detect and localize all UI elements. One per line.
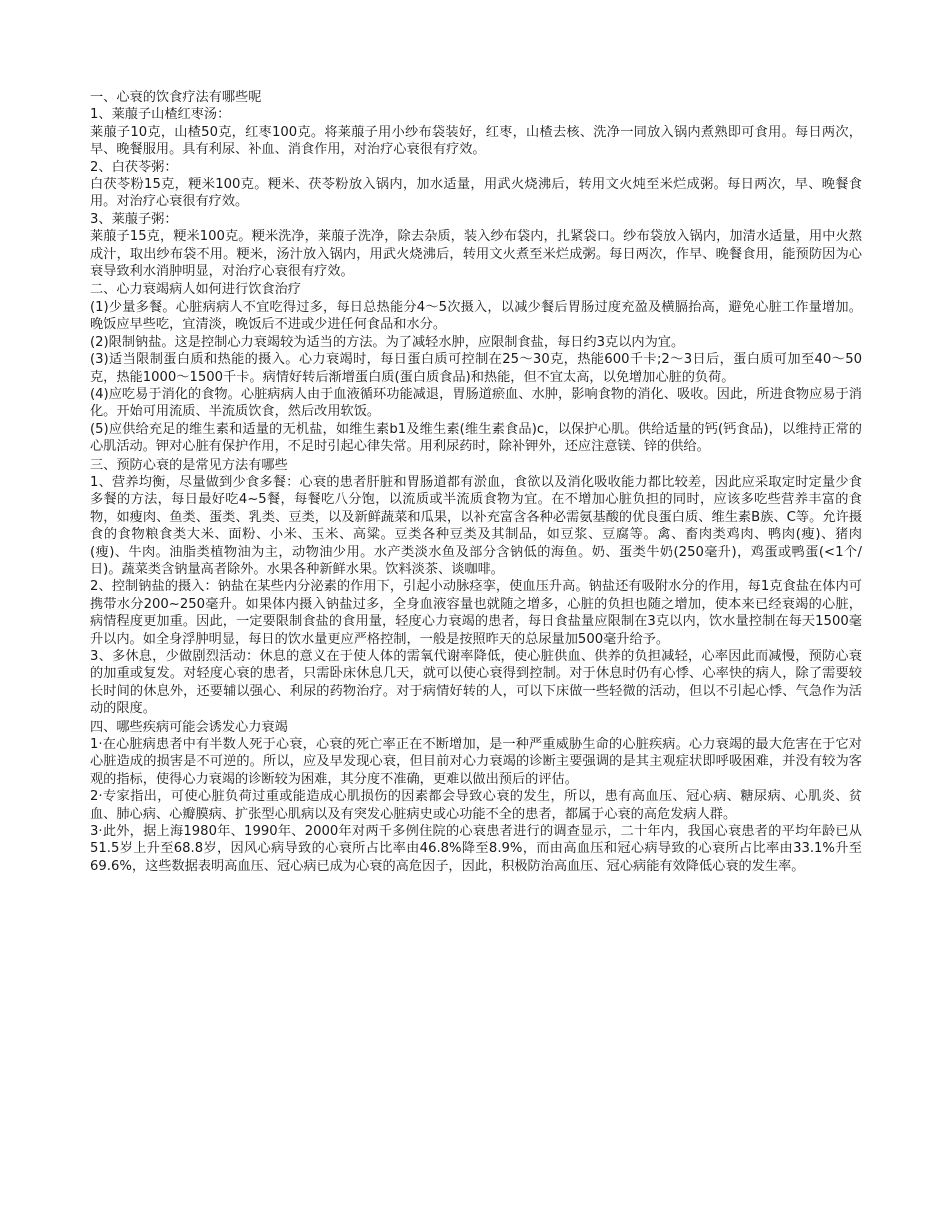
prevention-point-2: 2、控制钠盐的摄入：钠盐在某些内分泌素的作用下，引起小动脉痉挛，使血压升高。钠盐还有吸附水分的作用，每1克食盐在体内可携带水分200~250毫升。如果体内摄入钠盐过多，全身血液容量也就随之增多，心脏的负担也随之增加，使本来已经衰竭的心脏，病情程度更加重。因此，一定要限制食盐的食用量，轻度心力衰竭的患者，每日食盐量应限制在3克以内，饮水量控制在每天1500毫升以内。如全身浮肿明显，每日的饮水量更应严格控制，一般是按照昨天的总尿量加500毫升给予。 <box>90 579 862 647</box>
diet-point-4: (4)应吃易于消化的食物。心脏病病人由于血液循环功能减退，胃肠道瘀血、水肿，影响食物的消化、吸收。因此，所进食物应易于消化。开始可用流质、半流质饮食，然后改用软饭。 <box>90 386 862 420</box>
diet-point-5: (5)应供给充足的维生素和适量的无机盐，如维生素b1及维生素(维生素食品)c，以保护心肌。供给适量的钙(钙食品)，以维持正常的心肌活动。钾对心脏有保护作用，不足时引起心律失常。用利尿药时，除补钾外，还应注意镁、锌的供给。 <box>90 421 862 455</box>
section-4-title: 四、哪些疾病可能会诱发心力衰竭 <box>90 719 288 735</box>
prevention-point-3: 3、多休息，少做剧烈活动：休息的意义在于使人体的需氧代谢率降低，使心脏供血、供养的负担减轻，心率因此而减慢，预防心衰的加重或复发。对轻度心衰的患者，只需卧床休息几天，就可以使心衰得到控制。对于休息时仍有心悸、心率快的病人，除了需要较长时间的休息外，还要辅以强心、利尿的药物治疗。对于病情好转的人，可以下床做一些轻微的活动，但以不引起心悸、气急作为活动的限度。 <box>90 649 862 717</box>
diet-point-2: (2)限制钠盐。这是控制心力衰竭较为适当的方法。为了减轻水肿，应限制食盐，每日约3克以内为宜。 <box>90 334 685 350</box>
recipe-3-title: 3、莱菔子粥： <box>90 211 178 227</box>
cause-point-2: 2·专家指出，可使心脏负荷过重或能造成心肌损伤的因素都会导致心衰的发生，所以，患有高血压、冠心病、糖尿病、心肌炎、贫血、肺心病、心瓣膜病、扩张型心肌病以及有突发心脏病史或心功能不全的患者，都属于心衰的高危发病人群。 <box>90 789 862 822</box>
recipe-1-body: 莱菔子10克，山楂50克，红枣100克。将莱菔子用小纱布袋装好，红枣，山楂去核、洗净一同放入锅内煮熟即可食用。每日两次，早、晚餐服用。具有利尿、补血、消食作用，对治疗心衰很有疗效。 <box>90 124 862 158</box>
diet-point-1: (1)少量多餐。心脏病病人不宜吃得过多，每日总热能分4～5次摄入，以减少餐后胃肠过度充盈及横膈抬高，避免心脏工作量增加。晚饭应早些吃，宜清淡，晚饭后不进或少进任何食品和水分。 <box>90 299 862 333</box>
recipe-2-title: 2、白茯苓粥： <box>90 159 178 175</box>
section-3-title: 三、预防心衰的是常见方法有哪些 <box>90 457 288 473</box>
diet-point-3: (3)适当限制蛋白质和热能的摄入。心力衰竭时，每日蛋白质可控制在25～30克，热能600千卡;2～3日后，蛋白质可加至40～50克，热能1000～1500千卡。病情好转后渐增蛋白质(蛋白质食品)和热能，但不宜太高，以免增加心脏的负荷。 <box>90 352 862 385</box>
recipe-2-body: 白茯苓粉15克，粳米100克。粳米、茯苓粉放入锅内，加水适量，用武火烧沸后，转用文火炖至米烂成粥。每日两次，早、晚餐食用。对治疗心衰很有疗效。 <box>90 177 862 210</box>
recipe-3-body: 莱菔子15克，粳米100克。粳米洗净，莱菔子洗净，除去杂质，装入纱布袋内，扎紧袋口。纱布袋放入锅内，加清水适量，用中火熬成汁，取出纱布袋不用。粳米，汤汁放入锅内，用武火烧沸后，转用文火煮至米烂成粥。每日两次，作早、晚餐食用，能预防因为心衰导致利水消肿明显，对治疗心衰很有疗效。 <box>90 229 862 280</box>
section-1-title: 一、心衰的饮食疗法有哪些呢 <box>90 90 262 105</box>
section-2-title: 二、心力衰竭病人如何进行饮食治疗 <box>90 282 301 298</box>
cause-point-1: 1·在心脏病患者中有半数人死于心衰，心衰的死亡率正在不断增加，是一种严重威胁生命的心脏疾病。心力衰竭的最大危害在于它对心脏造成的损害是不可逆的。所以，应及早发现心衰，但目前对心力衰竭的诊断主要强调的是其主观症状即呼吸困难，并没有较为客观的指标，使得心力衰竭的诊断较为困难，其分度不准确，更难以做出预后的评估。 <box>90 737 862 787</box>
prevention-point-1: 1、营养均衡，尽量做到少食多餐：心衰的患者肝脏和胃肠道都有淤血，食欲以及消化吸收能力都比较差，因此应采取定时定量少食多餐的方法，每日最好吃4~5餐，每餐吃八分饱，以流质或半流质食物为宜。在不增加心脏负担的同时，应该多吃些营养丰富的食物，如瘦肉、鱼类、蛋类、乳类、豆类，以及新鲜蔬菜和瓜果，以补充富含各种必需氨基酸的优良蛋白质、维生素B族、C等。允许摄食的食物粮食类大米、面粉、小米、玉米、高粱。豆类各种豆类及其制品，如豆浆、豆腐等。禽、畜肉类鸡肉、鸭肉(瘦)、猪肉(瘦)、牛肉。油脂类植物油为主，动物油少用。水产类淡水鱼及部分含钠低的海鱼。奶、蛋类牛奶(250毫升)，鸡蛋或鸭蛋(<1个/日)。蔬菜类含钠量高者除外。水果各种新鲜水果。饮料淡茶、谈咖啡。 <box>90 474 862 577</box>
recipe-1-title: 1、莱菔子山楂红枣汤： <box>90 107 231 123</box>
cause-point-3: 3·此外，据上海1980年、1990年、2000年对两千多例住院的心衰患者进行的调查显示，二十年内，我国心衰患者的平均年龄已从51.5岁上升至68.8岁，因风心病导致的心衰所占比率由46.8%降至8.9%，而由高血压和冠心病导致的心衰所占比率由33.1%升至69.6%，这些数据表明高血压、冠心病已成为心衰的高危因子，因此，积极防治高血压、冠心病能有效降低心衰的发生率。 <box>90 824 862 874</box>
